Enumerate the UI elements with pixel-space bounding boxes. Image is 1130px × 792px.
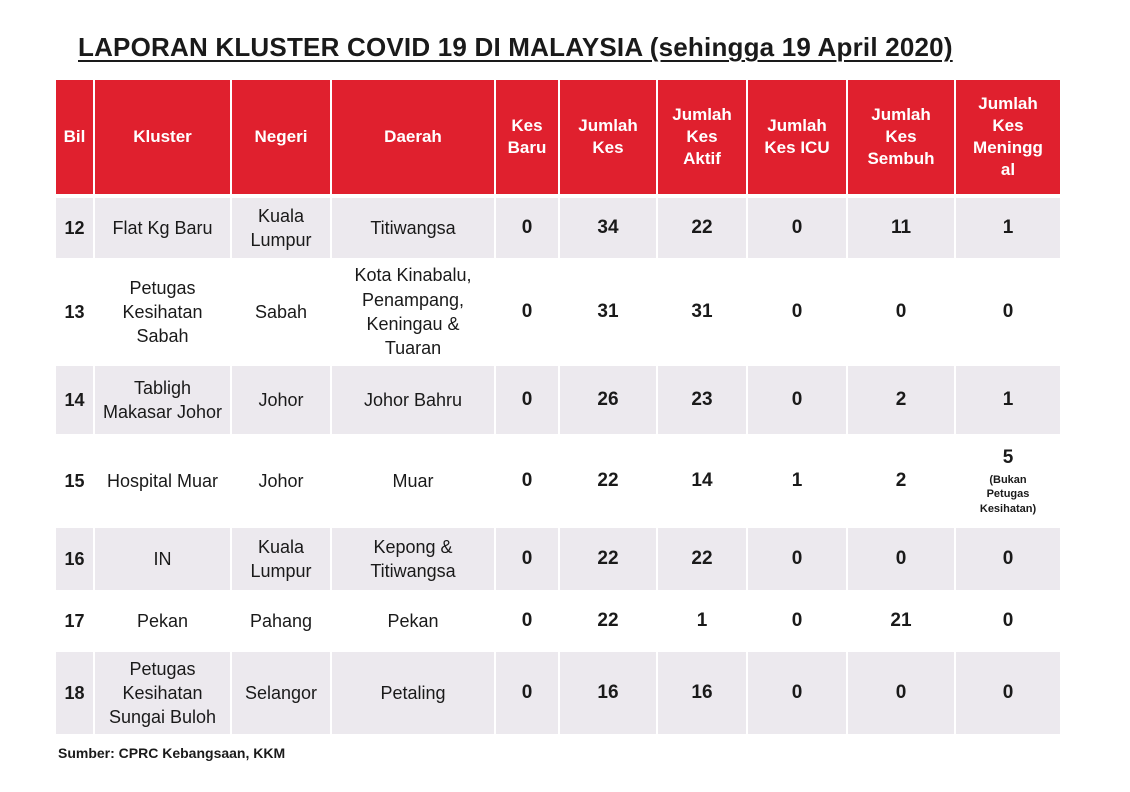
cell-kluster: Petugas Kesihatan Sabah xyxy=(95,258,230,366)
cell-negeri: Sabah xyxy=(232,258,330,366)
cell-jumlah-kes: 34 xyxy=(560,198,656,258)
cell-kluster: IN xyxy=(95,528,230,590)
cell-bil: 12 xyxy=(56,198,93,258)
cell-bil: 15 xyxy=(56,434,93,528)
table-body xyxy=(56,198,1060,734)
cell-kes-baru: 0 xyxy=(496,198,558,258)
cell-note: (Bukan Petugas Kesihatan) xyxy=(979,473,1037,516)
table-row xyxy=(56,198,1060,258)
header-jumlah-kes-aktif: Jumlah Kes Aktif xyxy=(658,80,746,198)
cluster-table xyxy=(54,80,1062,734)
cell-kes-icu: 0 xyxy=(748,366,846,434)
cell-daerah: Muar xyxy=(332,434,494,528)
cell-daerah: Pekan xyxy=(332,590,494,652)
cell-jumlah-kes: 16 xyxy=(560,652,656,734)
cell-kes-meninggal: 0 xyxy=(956,258,1060,366)
cell-kes-baru: 0 xyxy=(496,258,558,366)
table-row xyxy=(56,434,1060,528)
cell-kes-meninggal: 0 xyxy=(956,590,1060,652)
cell-bil: 14 xyxy=(56,366,93,434)
cell-kes-sembuh: 11 xyxy=(848,198,954,258)
cell-kes-sembuh: 2 xyxy=(848,434,954,528)
cell-negeri: Pahang xyxy=(232,590,330,652)
cell-kes-baru: 0 xyxy=(496,590,558,652)
table-row xyxy=(56,258,1060,366)
cell-negeri: Johor xyxy=(232,434,330,528)
header-kes-baru: Kes Baru xyxy=(496,80,558,198)
header-jumlah-kes-sembuh: Jumlah Kes Sembuh xyxy=(848,80,954,198)
cell-kes-meninggal: 0 xyxy=(956,528,1060,590)
header-kluster: Kluster xyxy=(95,80,230,198)
cell-kluster: Hospital Muar xyxy=(95,434,230,528)
cell-negeri: Johor xyxy=(232,366,330,434)
cell-kes-meninggal: 0 xyxy=(956,652,1060,734)
cell-daerah: Petaling xyxy=(332,652,494,734)
cell-negeri: Kuala Lumpur xyxy=(232,198,330,258)
cell-kes-sembuh: 0 xyxy=(848,652,954,734)
header-bil: Bil xyxy=(56,80,93,198)
cell-kes-aktif: 22 xyxy=(658,198,746,258)
cell-kes-baru: 0 xyxy=(496,434,558,528)
header-row xyxy=(56,80,1060,198)
cell-kes-meninggal: 5 (Bukan Petugas Kesihatan) xyxy=(956,434,1060,528)
cell-jumlah-kes: 31 xyxy=(560,258,656,366)
cell-negeri: Kuala Lumpur xyxy=(232,528,330,590)
cell-kes-aktif: 22 xyxy=(658,528,746,590)
cell-daerah: Titiwangsa xyxy=(332,198,494,258)
cell-kes-aktif: 23 xyxy=(658,366,746,434)
header-jumlah-kes: Jumlah Kes xyxy=(560,80,656,198)
cell-bil: 18 xyxy=(56,652,93,734)
cell-kes-icu: 0 xyxy=(748,590,846,652)
table-row xyxy=(56,528,1060,590)
table-row xyxy=(56,590,1060,652)
cell-kes-sembuh: 0 xyxy=(848,258,954,366)
cell-jumlah-kes: 26 xyxy=(560,366,656,434)
cell-kes-icu: 0 xyxy=(748,258,846,366)
cell-kes-icu: 1 xyxy=(748,434,846,528)
source-note: Sumber: CPRC Kebangsaan, KKM xyxy=(58,745,286,761)
cell-bil: 17 xyxy=(56,590,93,652)
header-jumlah-kes-meninggal: Jumlah Kes Meningg al xyxy=(956,80,1060,198)
cell-daerah: Johor Bahru xyxy=(332,366,494,434)
cell-jumlah-kes: 22 xyxy=(560,528,656,590)
cell-bil: 13 xyxy=(56,258,93,366)
cell-kluster: Flat Kg Baru xyxy=(95,198,230,258)
cell-kluster: Petugas Kesihatan Sungai Buloh xyxy=(95,652,230,734)
cell-kes-icu: 0 xyxy=(748,528,846,590)
cell-kes-sembuh: 0 xyxy=(848,528,954,590)
cell-kes-aktif: 14 xyxy=(658,434,746,528)
report-title: LAPORAN KLUSTER COVID 19 DI MALAYSIA (sehingga 19 April 2020) xyxy=(78,32,953,62)
cell-kes-baru: 0 xyxy=(496,366,558,434)
table-row xyxy=(56,366,1060,434)
cell-negeri: Selangor xyxy=(232,652,330,734)
cell-kes-sembuh: 2 xyxy=(848,366,954,434)
cell-kes-icu: 0 xyxy=(748,652,846,734)
cell-kes-sembuh: 21 xyxy=(848,590,954,652)
cell-kes-baru: 0 xyxy=(496,652,558,734)
table-row xyxy=(56,652,1060,734)
cell-kes-meninggal: 1 xyxy=(956,198,1060,258)
header-daerah: Daerah xyxy=(332,80,494,198)
header-jumlah-kes-icu: Jumlah Kes ICU xyxy=(748,80,846,198)
cell-kes-aktif: 1 xyxy=(658,590,746,652)
cell-daerah: Kepong & Titiwangsa xyxy=(332,528,494,590)
cell-kluster: Pekan xyxy=(95,590,230,652)
cell-kluster: Tabligh Makasar Johor xyxy=(95,366,230,434)
cell-jumlah-kes: 22 xyxy=(560,590,656,652)
cell-kes-icu: 0 xyxy=(748,198,846,258)
header-negeri: Negeri xyxy=(232,80,330,198)
cell-kes-baru: 0 xyxy=(496,528,558,590)
cell-kes-meninggal: 1 xyxy=(956,366,1060,434)
cell-daerah: Kota Kinabalu, Penampang, Keningau & Tuaran xyxy=(332,258,494,366)
cell-bil: 16 xyxy=(56,528,93,590)
cell-kes-aktif: 16 xyxy=(658,652,746,734)
cell-jumlah-kes: 22 xyxy=(560,434,656,528)
cell-kes-aktif: 31 xyxy=(658,258,746,366)
